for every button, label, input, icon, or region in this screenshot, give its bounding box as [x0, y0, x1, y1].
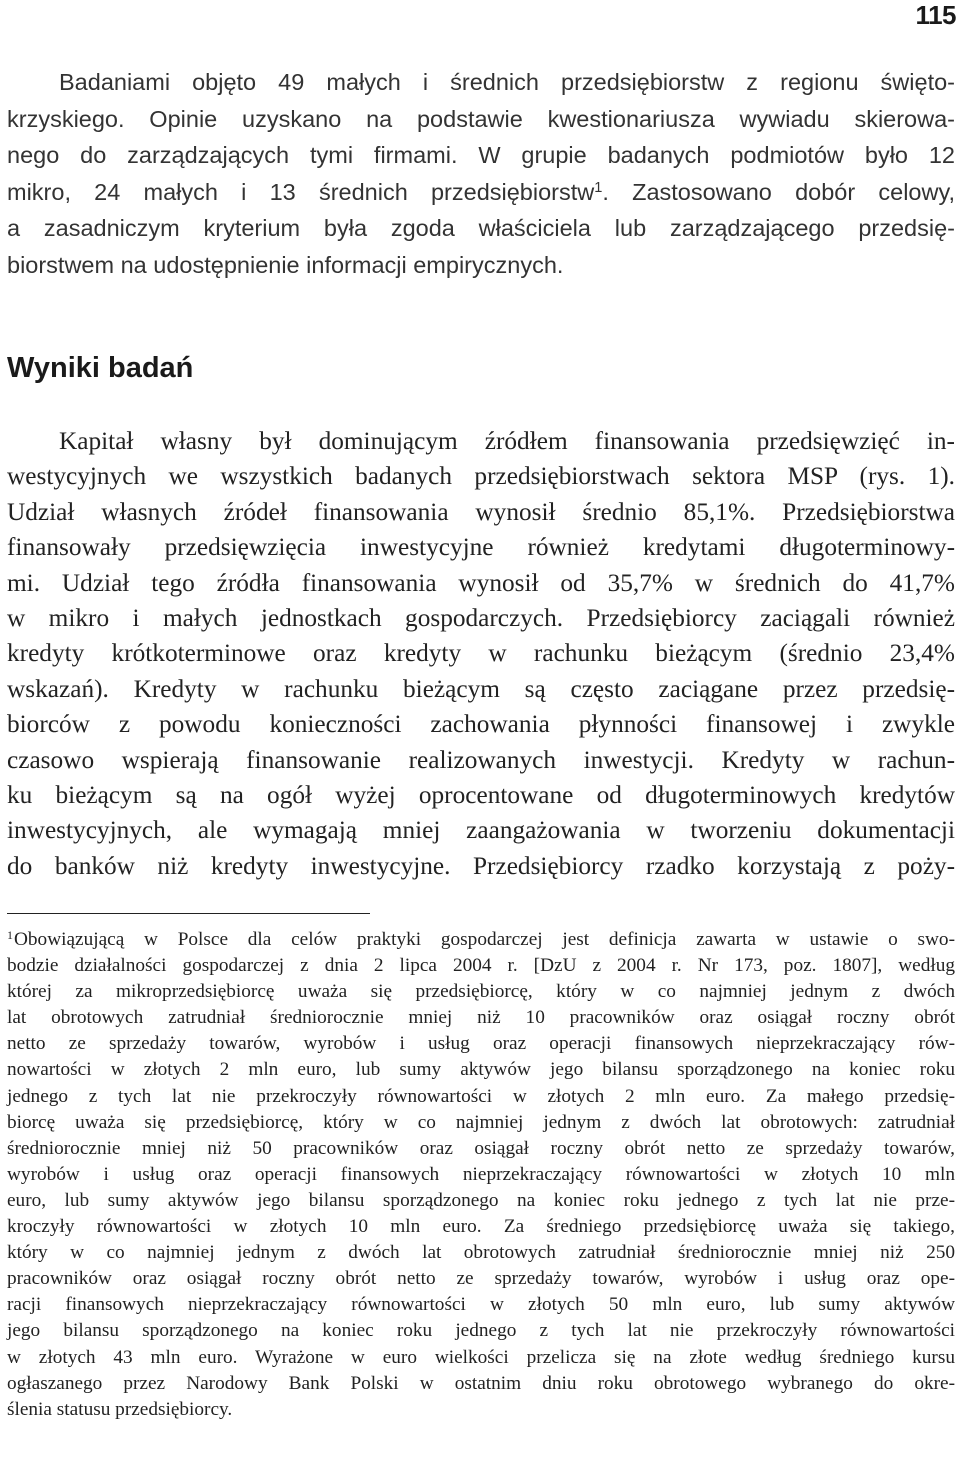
footnote-line: bodzie działalności gospodarczej z dnia 2 lipca 2004 r. [DzU z 2004 r. Nr 173, poz. 1807], według	[7, 955, 955, 977]
footnote-line: w złotych 43 mln euro. Wyrażone w euro wielkości przelicza się na złote według średniego kursu	[7, 1346, 955, 1368]
footnote-line: lat obrotowych zatrudniał średniorocznie mniej niż 10 pracowników oraz osiągał roczny obrót	[7, 1007, 955, 1029]
results-line: mi. Udział tego źródła finansowania wynosił od 35,7% w średnich do 41,7%	[7, 568, 955, 597]
intro-paragraph	[7, 64, 955, 284]
intro-line-text: mikro, 24 małych i 13 średnich przedsiębiorstw	[7, 178, 595, 205]
footnote-line: pracowników oraz osiągał roczny obrót netto ze sprzedaży towarów, wyrobów i usług oraz ope-	[7, 1268, 955, 1290]
results-line: Kapitał własny był dominującym źródłem finansowania przedsięwzięć in-	[59, 427, 955, 455]
footnote-line-text: Obowiązującą w Polsce dla celów praktyki gospodarczej jest definicja zawarta w ustawie o swo-	[13, 929, 955, 950]
intro-line: biorstwem na udostępnienie informacji empirycznych.	[7, 251, 564, 278]
intro-line: krzyskiego. Opinie uzyskano na podstawie kwestionariusza wywiadu skierowa-	[7, 105, 955, 132]
results-line: wskazań). Kredyty w rachunku bieżącym są często zaciągane przez przedsię-	[7, 674, 955, 703]
intro-line: nego do zarządzających tymi firmami. W grupie badanych podmiotów było 12	[7, 142, 955, 169]
results-line: westycyjnych we wszystkich badanych przedsiębiorstwach sektora MSP (rys. 1).	[7, 462, 955, 491]
footnote-line-first	[7, 927, 955, 953]
intro-line-tail: . Zastosowano dobór celowy,	[602, 178, 956, 205]
intro-line: a zasadniczym kryterium była zgoda właściciela lub zarządzającego przedsię-	[7, 215, 955, 242]
footnote-line: który w co najmniej jednym z dwóch lat obrotowych zatrudniał średniorocznie mniej niż 250	[7, 1242, 955, 1264]
intro-line-with-footnote-ref	[7, 174, 955, 211]
footnote-line: jego bilansu sporządzonego na koniec roku jednego z tych lat nie przekroczyły równowartości	[7, 1320, 955, 1342]
footnote-separator	[7, 913, 370, 914]
footnote-line: ślenia statusu przedsiębiorcy.	[7, 1398, 233, 1420]
footnote-line: jednego z tych lat nie przekroczyły równowartości w złotych 2 mln euro. Za małego przedsię-	[7, 1085, 955, 1107]
results-line: do banków niż kredyty inwestycyjne. Przedsiębiorcy rzadko korzystają z poży-	[7, 851, 955, 880]
footnote	[7, 927, 955, 1423]
results-line: Udział własnych źródeł finansowania wynosił średnio 85,1%. Przedsiębiorstwa	[7, 497, 955, 526]
footnote-marker: 1	[7, 928, 13, 943]
footnote-line: kroczyły równowartości w złotych 10 mln euro. Za średniego przedsiębiorcę uważa się takiego,	[7, 1216, 955, 1238]
footnote-line: której za mikroprzedsiębiorcę uważa się przedsiębiorcę, który w co najmniej jednym z dwóch	[7, 981, 955, 1003]
results-line: inwestycyjnych, ale wymagają mniej zaangażowania w tworzeniu dokumentacji	[7, 816, 955, 845]
results-line: kredyty krótkoterminowe oraz kredyty w rachunku bieżącym (średnio 23,4%	[7, 639, 955, 668]
footnote-line: racji finansowych nieprzekraczający równowartości w złotych 50 mln euro, lub sumy aktywów	[7, 1294, 955, 1316]
footnote-line: średniorocznie mniej niż 50 pracowników oraz osiągał roczny obrót netto ze sprzedaży towarów,	[7, 1137, 955, 1159]
results-line: w mikro i małych jednostkach gospodarczych. Przedsiębiorcy zaciągali również	[7, 604, 955, 633]
results-line: biorców z powodu konieczności zachowania płynności finansowej i zwykle	[7, 710, 955, 739]
footnote-line: euro, lub sumy aktywów jego bilansu sporządzonego na koniec roku jednego z tych lat nie prze-	[7, 1189, 955, 1211]
page-number: 115	[915, 0, 956, 30]
footnote-reference[interactable]: 1	[594, 179, 603, 196]
footnote-line: nowartości w złotych 2 mln euro, lub sumy aktywów jego bilansu sporządzonego na koniec roku	[7, 1059, 955, 1081]
footnote-line: wyrobów i usług oraz operacji finansowych nieprzekraczający równowartości w złotych 10 mln	[7, 1163, 955, 1185]
intro-line: Badaniami objęto 49 małych i średnich przedsiębiorstw z regionu święto-	[59, 69, 955, 95]
footnote-line: ogłaszanego przez Narodowy Bank Polski w ostatnim dniu roku obrotowego wybranego do okre-	[7, 1372, 955, 1394]
results-line: czasowo wspierają finansowanie realizowanych inwestycji. Kredyty w rachun-	[7, 745, 955, 774]
footnote-line: biorcę uważa się przedsiębiorcę, który w co najmniej jednym z dwóch lat obrotowych: zatrudniał	[7, 1111, 955, 1133]
results-line: finansowały przedsięwzięcia inwestycyjne również kredytami długoterminowy-	[7, 533, 955, 562]
results-paragraph	[7, 424, 955, 884]
section-heading: Wyniki badań	[7, 352, 194, 384]
footnote-line: netto ze sprzedaży towarów, wyrobów i usług oraz operacji finansowych nieprzekraczający rów-	[7, 1033, 955, 1055]
results-line: ku bieżącym są na ogół wyżej oprocentowane od długoterminowych kredytów	[7, 781, 955, 810]
